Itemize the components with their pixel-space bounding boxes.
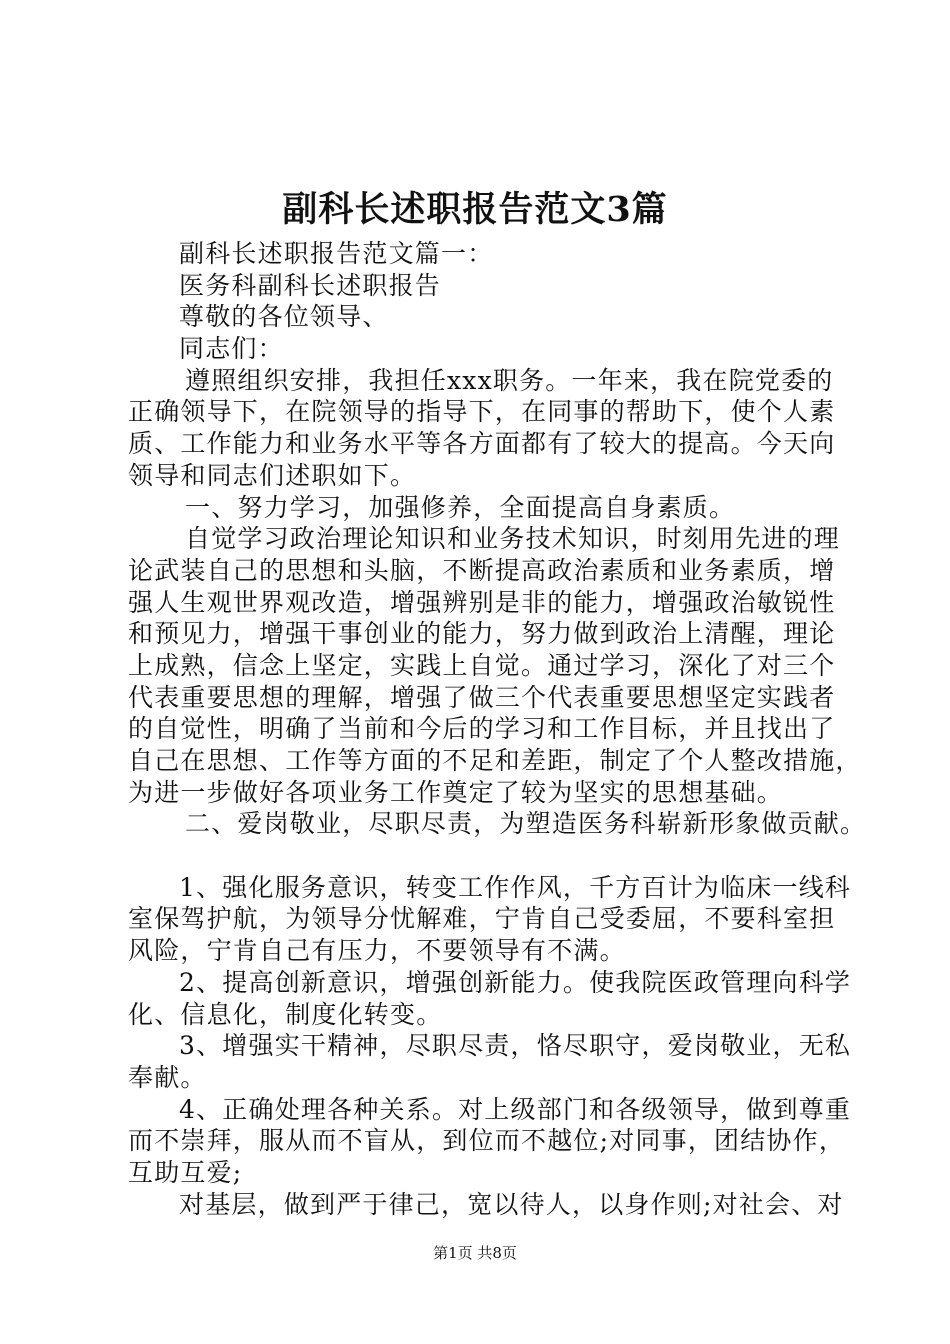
- document-title: 副科长述职报告范文3篇: [282, 189, 668, 230]
- text-line: 遵照组织安排，我担任xxx职务。一年来，我在院党委的: [185, 365, 834, 395]
- text-line: 上成熟，信念上坚定，实践上自觉。通过学习，深化了对三个: [128, 650, 836, 680]
- text-line: 质、工作能力和业务水平等各方面都有了较大的提高。今天向: [128, 429, 836, 459]
- text-line: 代表重要思想的理解，增强了做三个代表重要思想坚定实践者: [128, 682, 836, 712]
- text-line: 互助互爱;: [128, 1157, 243, 1187]
- text-line: 领导和同志们述职如下。: [128, 460, 417, 490]
- text-line: 风险，宁肯自己有压力，不要领导有不满。: [128, 936, 626, 966]
- text-line: 医务科副科长述职报告: [179, 270, 442, 300]
- text-line: 为进一步做好各项业务工作奠定了较为坚实的思想基础。: [128, 777, 784, 807]
- text-line: 奉献。: [128, 1062, 207, 1092]
- text-line: 的自觉性，明确了当前和今后的学习和工作目标，并且找出了: [128, 714, 836, 744]
- text-line: 二、爱岗敬业，尽职尽责，为塑造医务科崭新形象做贡献。: [185, 809, 867, 839]
- text-line: 自己在思想、工作等方面的不足和差距，制定了个人整改措施，: [128, 746, 862, 775]
- text-line: 室保驾护航，为领导分忧解难，宁肯自己受委屈，不要科室担: [128, 904, 836, 934]
- text-line: 论武装自己的思想和头脑，不断提高政治素质和业务素质，增: [128, 555, 836, 585]
- paragraph-gap: [128, 840, 858, 872]
- text-line: 4、正确处理各种关系。对上级部门和各级领导，做到尊重: [179, 1094, 852, 1124]
- text-line: 尊敬的各位领导、: [179, 302, 389, 332]
- text-line: 化、信息化，制度化转变。: [128, 999, 443, 1029]
- text-line: 2、提高创新意识，增强创新能力。使我院医政管理向科学: [179, 967, 852, 997]
- text-line: 一、努力学习，加强修养，全面提高自身素质。: [185, 492, 736, 522]
- text-line: 3、增强实干精神，尽职尽责，恪尽职守，爱岗敬业，无私: [179, 1031, 852, 1061]
- text-line: 同志们：: [179, 334, 284, 364]
- text-line: 对基层，做到严于律己，宽以待人，以身作则;对社会、对: [179, 1189, 844, 1219]
- text-line: 强人生观世界观改造，增强辨别是非的能力，增强政治敏锐性: [128, 587, 836, 617]
- document-body: [128, 238, 867, 1220]
- text-line: 副科长述职报告范文篇一：: [179, 239, 494, 268]
- text-line: 1、强化服务意识，转变工作作风，千方百计为临床一线科: [179, 872, 852, 902]
- text-line: 自觉学习政治理论知识和业务技术知识，时刻用先进的理: [185, 524, 841, 554]
- page-footer: 第1页 共8页: [433, 1244, 517, 1262]
- text-line: 正确领导下，在院领导的指导下，在同事的帮助下，使个人素: [128, 397, 836, 427]
- text-line: 和预见力，增强干事创业的能力，努力做到政治上清醒，理论: [128, 619, 836, 649]
- text-line: 而不崇拜，服从而不盲从，到位而不越位;对同事，团结协作，: [128, 1126, 846, 1156]
